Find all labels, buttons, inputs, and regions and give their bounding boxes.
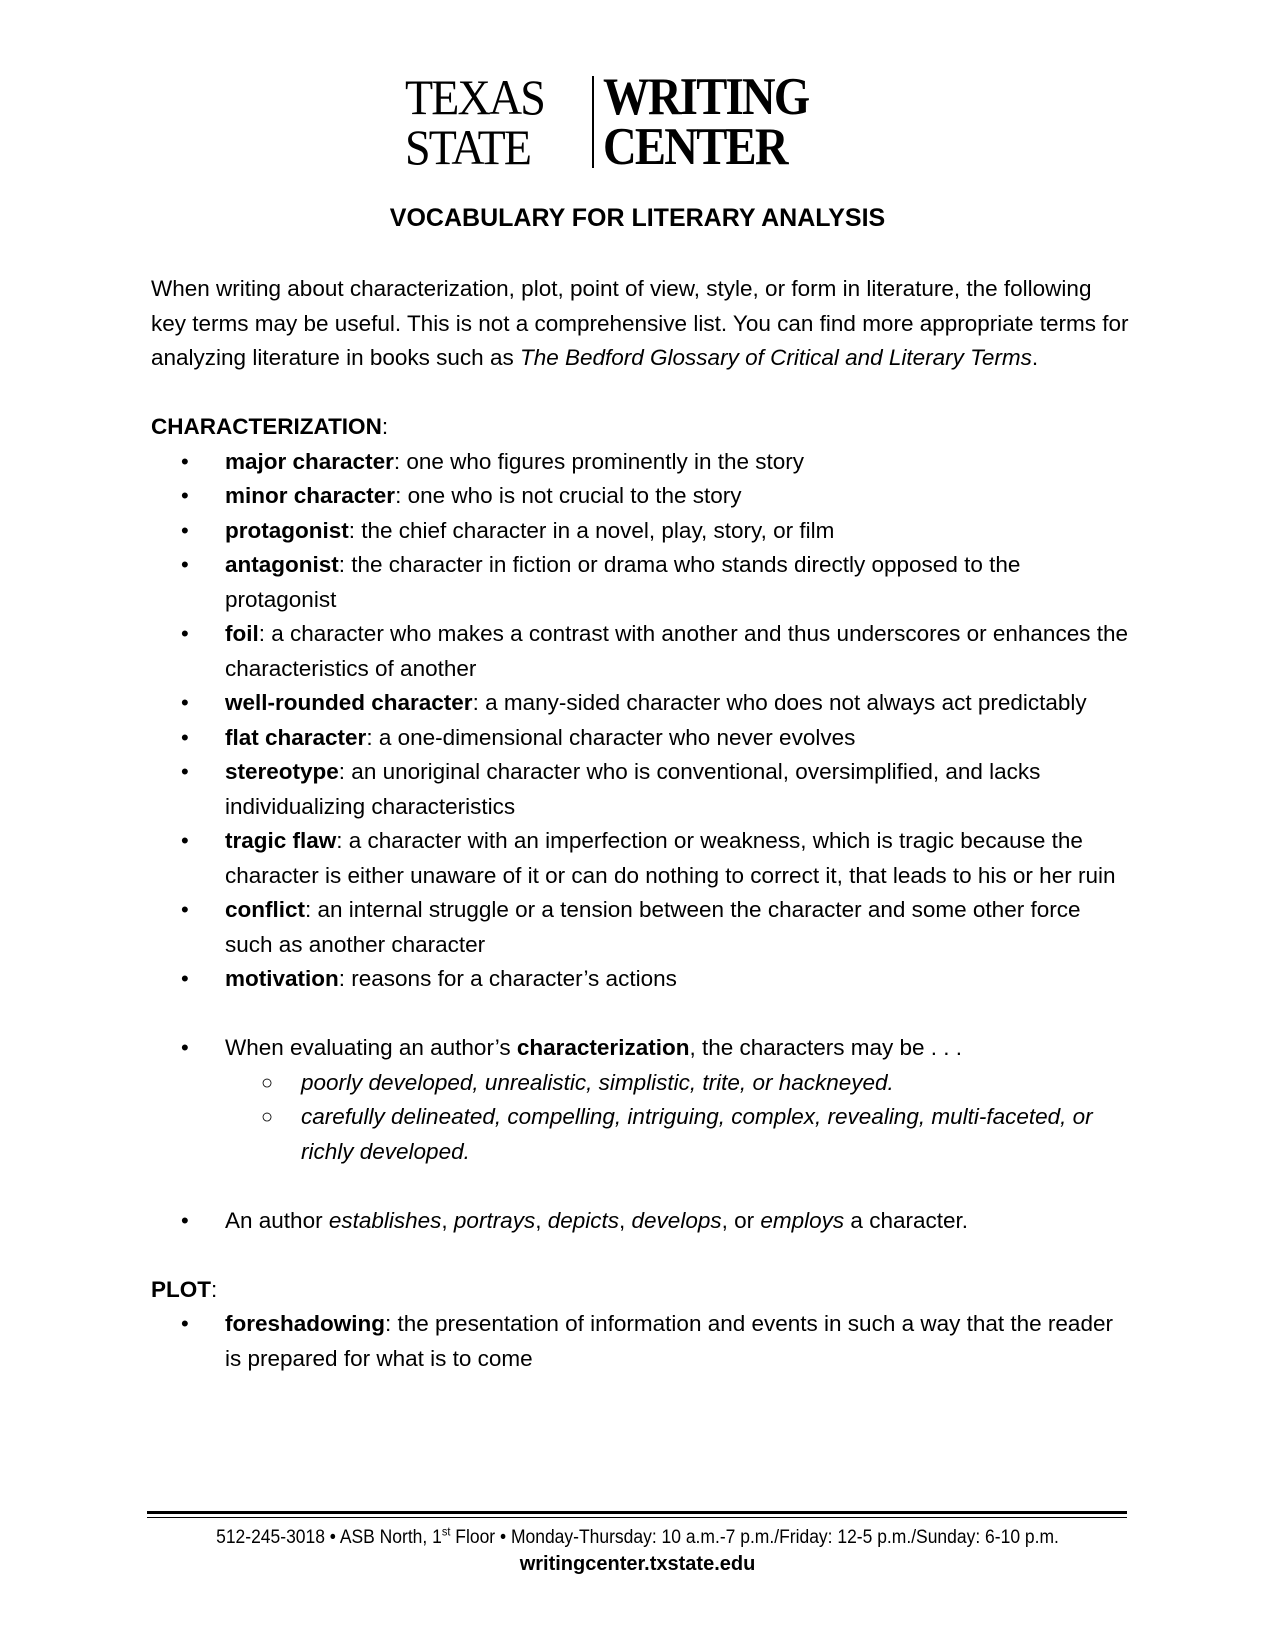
term-label: motivation <box>225 966 339 991</box>
page-title: VOCABULARY FOR LITERARY ANALYSIS <box>389 204 886 232</box>
verb-depicts: depicts <box>547 1207 620 1233</box>
verb-portrays: portrays <box>453 1207 536 1233</box>
term-label: protagonist <box>225 517 349 543</box>
characterization-term-list <box>151 445 1131 997</box>
intro-end: . <box>1031 345 1039 370</box>
author-pre: An author <box>225 1207 329 1233</box>
logo-divider <box>592 76 594 168</box>
term-definition: : an internal struggle or a tension between the character and some other force such as another character <box>225 897 1081 957</box>
evaluation-list <box>151 1031 1131 1169</box>
list-item <box>151 893 1131 962</box>
intro-text: When writing about characterization, plot, point of view, style, or form in literature, the following key terms may be useful. This is not a comprehensive list. You can find more appropriate terms for analyzing literature in books such as <box>151 276 1129 370</box>
term-definition: : a character with an imperfection or weakness, which is tragic because the character is either unaware of it or can do nothing to correct it, that leads to his or her ruin <box>225 828 1116 888</box>
term-definition: : a many-sided character who does not always act predictably <box>472 690 1087 715</box>
verb-develops: develops <box>631 1207 722 1233</box>
heading-colon: : <box>381 414 389 439</box>
heading-colon: : <box>211 1276 218 1302</box>
list-item <box>151 514 1131 549</box>
intro-book-title: The Bedford Glossary of Critical and Literary Terms <box>519 345 1032 370</box>
logo-writing-center <box>603 68 842 176</box>
section-heading-plot <box>151 1273 1131 1308</box>
list-item-author <box>151 1204 1131 1239</box>
spacer <box>151 1169 1131 1204</box>
logo-texas-state <box>405 69 566 175</box>
term-label: major character <box>225 448 394 474</box>
author-verbs-list <box>151 1204 1131 1239</box>
sublist-item: ○ carefully delineated, compelling, intriguing, complex, revealing, multi-faceted, or richly developed. <box>225 1100 1131 1169</box>
logo-text-writing: WRITING <box>603 68 809 126</box>
list-item <box>151 824 1131 893</box>
separator: , <box>535 1207 548 1233</box>
plot-term-list <box>151 1307 1131 1376</box>
term-label: flat character <box>225 724 367 750</box>
spacer <box>151 1238 1131 1273</box>
footer-divider-thin <box>147 1517 1127 1518</box>
term-label: foil <box>225 621 259 646</box>
verb-establishes: establishes <box>328 1207 442 1233</box>
term-definition: : reasons for a character’s actions <box>338 966 677 991</box>
term-definition: : a one-dimensional character who never evolves <box>366 724 856 750</box>
verb-employs: employs <box>760 1207 845 1233</box>
list-item <box>151 755 1131 824</box>
section-heading-characterization <box>151 410 1131 445</box>
document-body <box>151 272 1131 1376</box>
list-item-evaluating <box>151 1031 1131 1169</box>
term-label: stereotype <box>225 759 339 784</box>
list-item <box>151 548 1131 617</box>
list-item <box>151 962 1131 997</box>
sublist-item: ○ poorly developed, unrealistic, simplistic, trite, or hackneyed. <box>225 1066 1131 1101</box>
list-item <box>151 721 1131 756</box>
term-definition: : one who figures prominently in the story <box>393 448 805 474</box>
term-label: antagonist <box>225 552 339 577</box>
list-item <box>151 445 1131 480</box>
evaluation-sublist <box>225 1066 1131 1170</box>
logo-text-texas: TEXAS <box>405 69 545 125</box>
separator: , <box>619 1207 632 1233</box>
writing-center-logo <box>405 68 875 176</box>
logo-text-center: CENTER <box>603 118 787 176</box>
term-definition: : a character who makes a contrast with another and thus underscores or enhances the characteristics of another <box>225 621 1128 681</box>
term-definition: : the chief character in a novel, play, story, or film <box>348 517 835 543</box>
footer-divider <box>147 1511 1127 1514</box>
author-post: a character. <box>844 1207 968 1233</box>
spacer <box>151 997 1131 1032</box>
list-item <box>151 686 1131 721</box>
footer-hours: Floor • Monday-Thursday: 10 a.m.-7 p.m./Friday: 12-5 p.m./Sunday: 6-10 p.m. <box>450 1527 1059 1548</box>
heading-text: CHARACTERIZATION <box>151 414 382 439</box>
list-item <box>151 479 1131 514</box>
term-label: conflict <box>225 897 306 922</box>
term-definition: : one who is not crucial to the story <box>395 483 742 508</box>
evaluating-post: , the characters may be . . . <box>689 1035 963 1060</box>
list-item <box>151 1307 1131 1376</box>
footer-superscript: st <box>441 1524 451 1539</box>
term-label: well-rounded character <box>225 690 473 715</box>
evaluating-pre: When evaluating an author’s <box>225 1035 517 1060</box>
intro-paragraph <box>151 272 1131 376</box>
term-definition: : an unoriginal character who is conventional, oversimplified, and lacks individualizing characteristics <box>225 759 1041 819</box>
heading-text: PLOT <box>151 1276 211 1302</box>
logo-text-state: STATE <box>405 119 531 175</box>
term-definition: : the character in fiction or drama who stands directly opposed to the protagonist <box>225 552 1021 612</box>
evaluating-bold: characterization <box>516 1035 690 1060</box>
footer-phone-location: 512-245-3018 • ASB North, 1 <box>216 1527 442 1548</box>
footer-contact-line <box>51 1525 1224 1551</box>
term-label: minor character <box>225 483 396 508</box>
separator: , <box>441 1207 454 1233</box>
list-item <box>151 617 1131 686</box>
separator: , or <box>721 1207 761 1233</box>
term-definition: : the presentation of information and events in such a way that the reader is prepared for what is to come <box>225 1311 1113 1371</box>
term-label: tragic flaw <box>225 828 337 853</box>
term-label: foreshadowing <box>225 1311 386 1336</box>
footer-website: writingcenter.txstate.edu <box>519 1553 756 1575</box>
